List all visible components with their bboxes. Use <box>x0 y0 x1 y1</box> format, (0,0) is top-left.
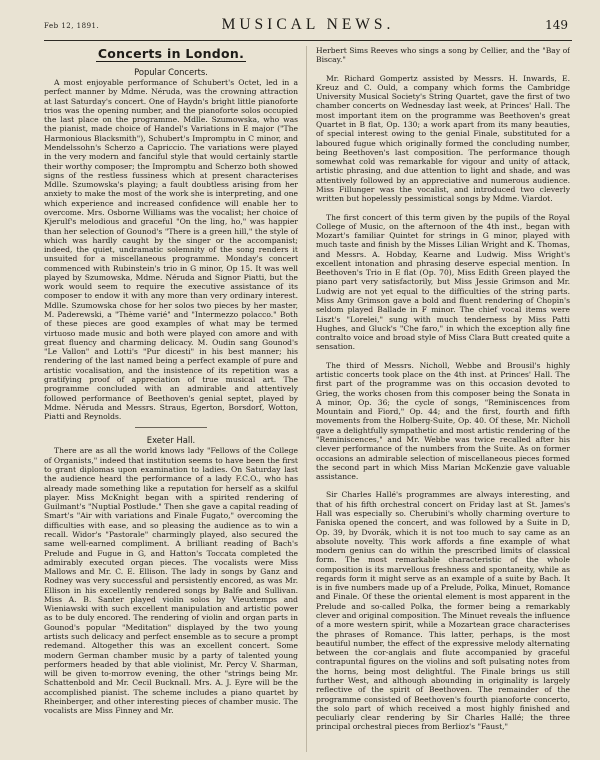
issue-date: Feb 12, 1891. <box>44 22 100 30</box>
section-title <box>44 46 298 62</box>
exeter-hall-heading: Exeter Hall. <box>146 435 196 446</box>
exeter-hall-article: There are as all the world knows lady "Fellows of the College of Organists," indeed that institution seems to have been the first to grant diplomas upon examination to ladies. On Saturday last the audience heard the performance of a lady F.C.O., who has already made something like a reputation for herself as a skilful player. Miss McKnight began with a spirited rendering of Guilmant's "Nuptial Postlude." Then she gave a capital reading of Smart's "Air with variations and Finale Fugato," overcoming the difficulties with ease, and so pleasing the audience as to win a recall. Widor's "Pastorale" charmingly played, also secured the same well-earned compliment. A brilliant reading of Bach's Prelude and Fugue in G, and Hatton's Toccata completed the admirably executed organ pieces. The vocalists were Miss Mallows and Mr. C. E. Ellison. The lady in songs by Ganz and Rodney was very successful and persistently encored, as was Mr. Ellison in his excellently rendered songs by Balfe and Sullivan. Miss A. B. Santer played violin solos by Vieuxtemps and Wieniawski with such excellent manipulation and artistic power as to be duly encored. The rendering of violin and organ parts in Gounod's popular "Meditation" displayed by the two young artists such delicacy and perfect ensemble as to secure a prompt redemand. Altogether this was an excellent concert. Some modern German chamber music by a party of talented young performers headed by that able violinist, Mr. Percy V. Sharman, will be given to-morrow evening, the other "strings being Mr. Schattenbold and Mr. Cecil Bucknall. Mrs. A. J. Eyre will be the accomplished pianist. The scheme includes a piano quartet by Rheinberger, and other interesting pieces of chamber music. The vocalists are Miss Finney and Mr. <box>44 446 298 716</box>
section-separator <box>135 427 207 428</box>
paragraph-gap <box>316 204 570 213</box>
article-paragraph: Herbert Sims Reeves who sings a song by Cellier, and the "Bay of Biscay." <box>316 46 570 65</box>
paragraph-gap <box>316 481 570 490</box>
paragraph-gap <box>316 65 570 74</box>
article-paragraph: Mr. Richard Gompertz assisted by Messrs. H. Inwards, E. Kreuz and C. Ould, a company which forms the Cambridge University Musical Society's String Quartet, gave the first of two chamber concerts on Wednesday last week, at Princes' Hall. The most important item on the programme was Beethoven's great Quartet in B flat, Op. 130; a work apart from its many beauties, of special interest owing to the genial Finale, substituted for a laboured fugue which originally formed the concluding number, being Beethoven's last composition. The performance though somewhat cold was remarkable for vigour and unity of attack, artistic phrasing, and due attention to light and shade, and was attentively followed by an appreciative and numerous audience. Miss Fillunger was the vocalist, and introduced two cleverly written but hopelessly pessimistical songs by Mdme. Viardot. <box>316 73 570 204</box>
masthead-title: MUSICAL NEWS. <box>221 16 395 33</box>
article-paragraph: Sir Charles Hallé's programmes are always interesting, and that of his fifth orchestral concert on Friday last at St. James's Hall was especially so. Cherubini's wholly charming overture to Faniska opened the concert, and was followed by a Suite in D, Op. 39, by Dvorák, which it is not too much to say came as an absolute novelty. This work affords a fine example of what modern genius can do within the prescribed limits of classical form. The most remarkable characteristic of the whole composition is its marvellous freshness and spontaneity, while as regards form it might serve as an example of a suite by Bach. It is in five numbers made up of a Prelude, Polka, Minuet, Romance and Finale. Of these the oriental element is most apparent in the Prelude and so-called Polka, the former being a remarkably clever and original composition. The Minuet reveals the influence of a more western spirit, while a Mozartean grace characterises the phrases of Romance. This latter, perhaps, is the most beautiful number, the effect of the expressive melody alternating between the cor-anglais and flute accompanied by graceful contrapuntal figures on the violins and soft pulsating notes from the horns, being most delightful. The Finale brings us still further West, and although abounding in originality is largely reflective of the spirit of Beethoven. The remainder of the programme consisted of Beethoven's fourth pianoforte concerto, the solo part of which received a most highly finished and peculiarly clear rendering by Sir Charles Hallé; the three principal orchestral pieces from Berlioz's "Faust," <box>316 490 570 732</box>
article-paragraph: The third of Messrs. Nicholl, Webbe and Brousil's highly artistic concerts took place on the 4th inst. at Princes' Hall. The first part of the programme was on this occasion devoted to Grieg, the works chosen from this composer being the Sonata in A minor, Op. 36; the cycle of songs, "Reminiscences from Mountain and Fiord," Op. 44; and the first, fourth and fifth movements from the Holberg-Suite, Op. 40. Of these, Mr. Nicholl gave a delightfully sympathetic and most artistic rendering of the "Reminiscences," and Mr. Webbe was twice recalled after his clever performance of the numbers from the Suite. As on former occasions an admirable selection of miscellaneous pieces formed the second part in which Miss Marian McKenzie gave valuable assistance. <box>316 360 570 482</box>
running-head <box>44 14 572 40</box>
article-paragraph: The first concert of this term given by the pupils of the Royal College of Music, on the afternoon of the 4th inst., began with Mozart's familiar Quintet for strings in G minor, played with much taste and finish by the Misses Lilian Wright and K. Thomas, and Messrs. A. Hobday, Kearne and Ludwig. Miss Wright's excellent intonation and phrasing deserve especial mention. In Beethoven's Trio in E flat (Op. 70), Miss Edith Green played the piano part very satisfactorily, but Miss Jessie Grimson and Mr. Ludwig are not yet equal to the difficulties of the string parts. Miss Amy Grimson gave a bold and fluent rendering of Chopin's seldom played Ballade in F minor. The chief vocal items were Liszt's "Lorelei," sung with much tenderness by Miss Patti Hughes, and Gluck's "Che faro," in which the exception ally fine contralto voice and broad style of Miss Clara Butt created quite a sensation. <box>316 212 570 352</box>
popular-concerts-heading: Popular Concerts. <box>134 67 208 77</box>
section-title-text: Concerts in London. <box>97 46 245 61</box>
left-column <box>44 46 298 754</box>
right-column <box>316 46 570 754</box>
popular-concerts-article: A most enjoyable performance of Schubert's Octet, led in a perfect manner by Mdme. Néruda, was the crowning attraction at last Saturday's concert. One of Haydn's bright little pianoforte trios was the opening number, and the pianoforte solos occupied the last place on the programme. Mdlle. Szumowska, who was the pianist, made choice of Handel's Variations in E major ("The Harmonious Blacksmith"), Schubert's Impromptu in C minor, and Mendelssohn's Scherzo a Capriccio. The variations were played in the very modern and fanciful style that would certainly startle their worthy composer; the Impromptu and Scherzo both showed signs of the restless fussiness which at present characterises Mdlle. Szumowska's playing; a fault doubtless arising from her anxiety to make the most of the work she is interpreting, and one which experience and increased confidence will enable her to overcome. Mrs. Osborne Williams was the vocalist; her choice of Kjerulf's melodious and graceful "On the ling, ho," was happier than her selection of Gounod's "There is a green hill," the style of which was hardly caught by the singer or the accompanist; indeed, the quiet, undramatic solemnity of the song renders it unsuited for a miscellaneous programme. Monday's concert commenced with Rubinstein's trio in G minor, Op 15. It was well played by Szumowska, Mdme. Néruda and Signor Piatti, but the work would seem to require the executive assistance of its composer to endow it with any more than very ordinary interest. Mdlle. Szumowska chose for her solos two pieces by her master, M. Paderewski, a "Thème varié" and "Intermezzo polacco." Both of these pieces are good examples of what may be termed virtuoso made music and both were played con amore and with great fluency and charming delicacy. M. Oudin sang Gounod's "Le Vallon" and Lotti's "Pur dicesti" in his best manner; his rendering of the last named being a perfect example of pure and artistic vocalisation, and the insistence of its repetition was a gratifying proof of appreciation of true musical art. The programme concluded with an admirable and attentively followed performance of Beethoven's genial septet, played by Mdme. Néruda and Messrs. Straus, Egerton, Borsdorf, Wotton, Piatti and Reynolds. <box>44 78 298 422</box>
paragraph-gap <box>316 352 570 361</box>
column-divider <box>306 46 307 752</box>
header-rule <box>44 40 572 41</box>
page-number: 149 <box>545 18 568 32</box>
